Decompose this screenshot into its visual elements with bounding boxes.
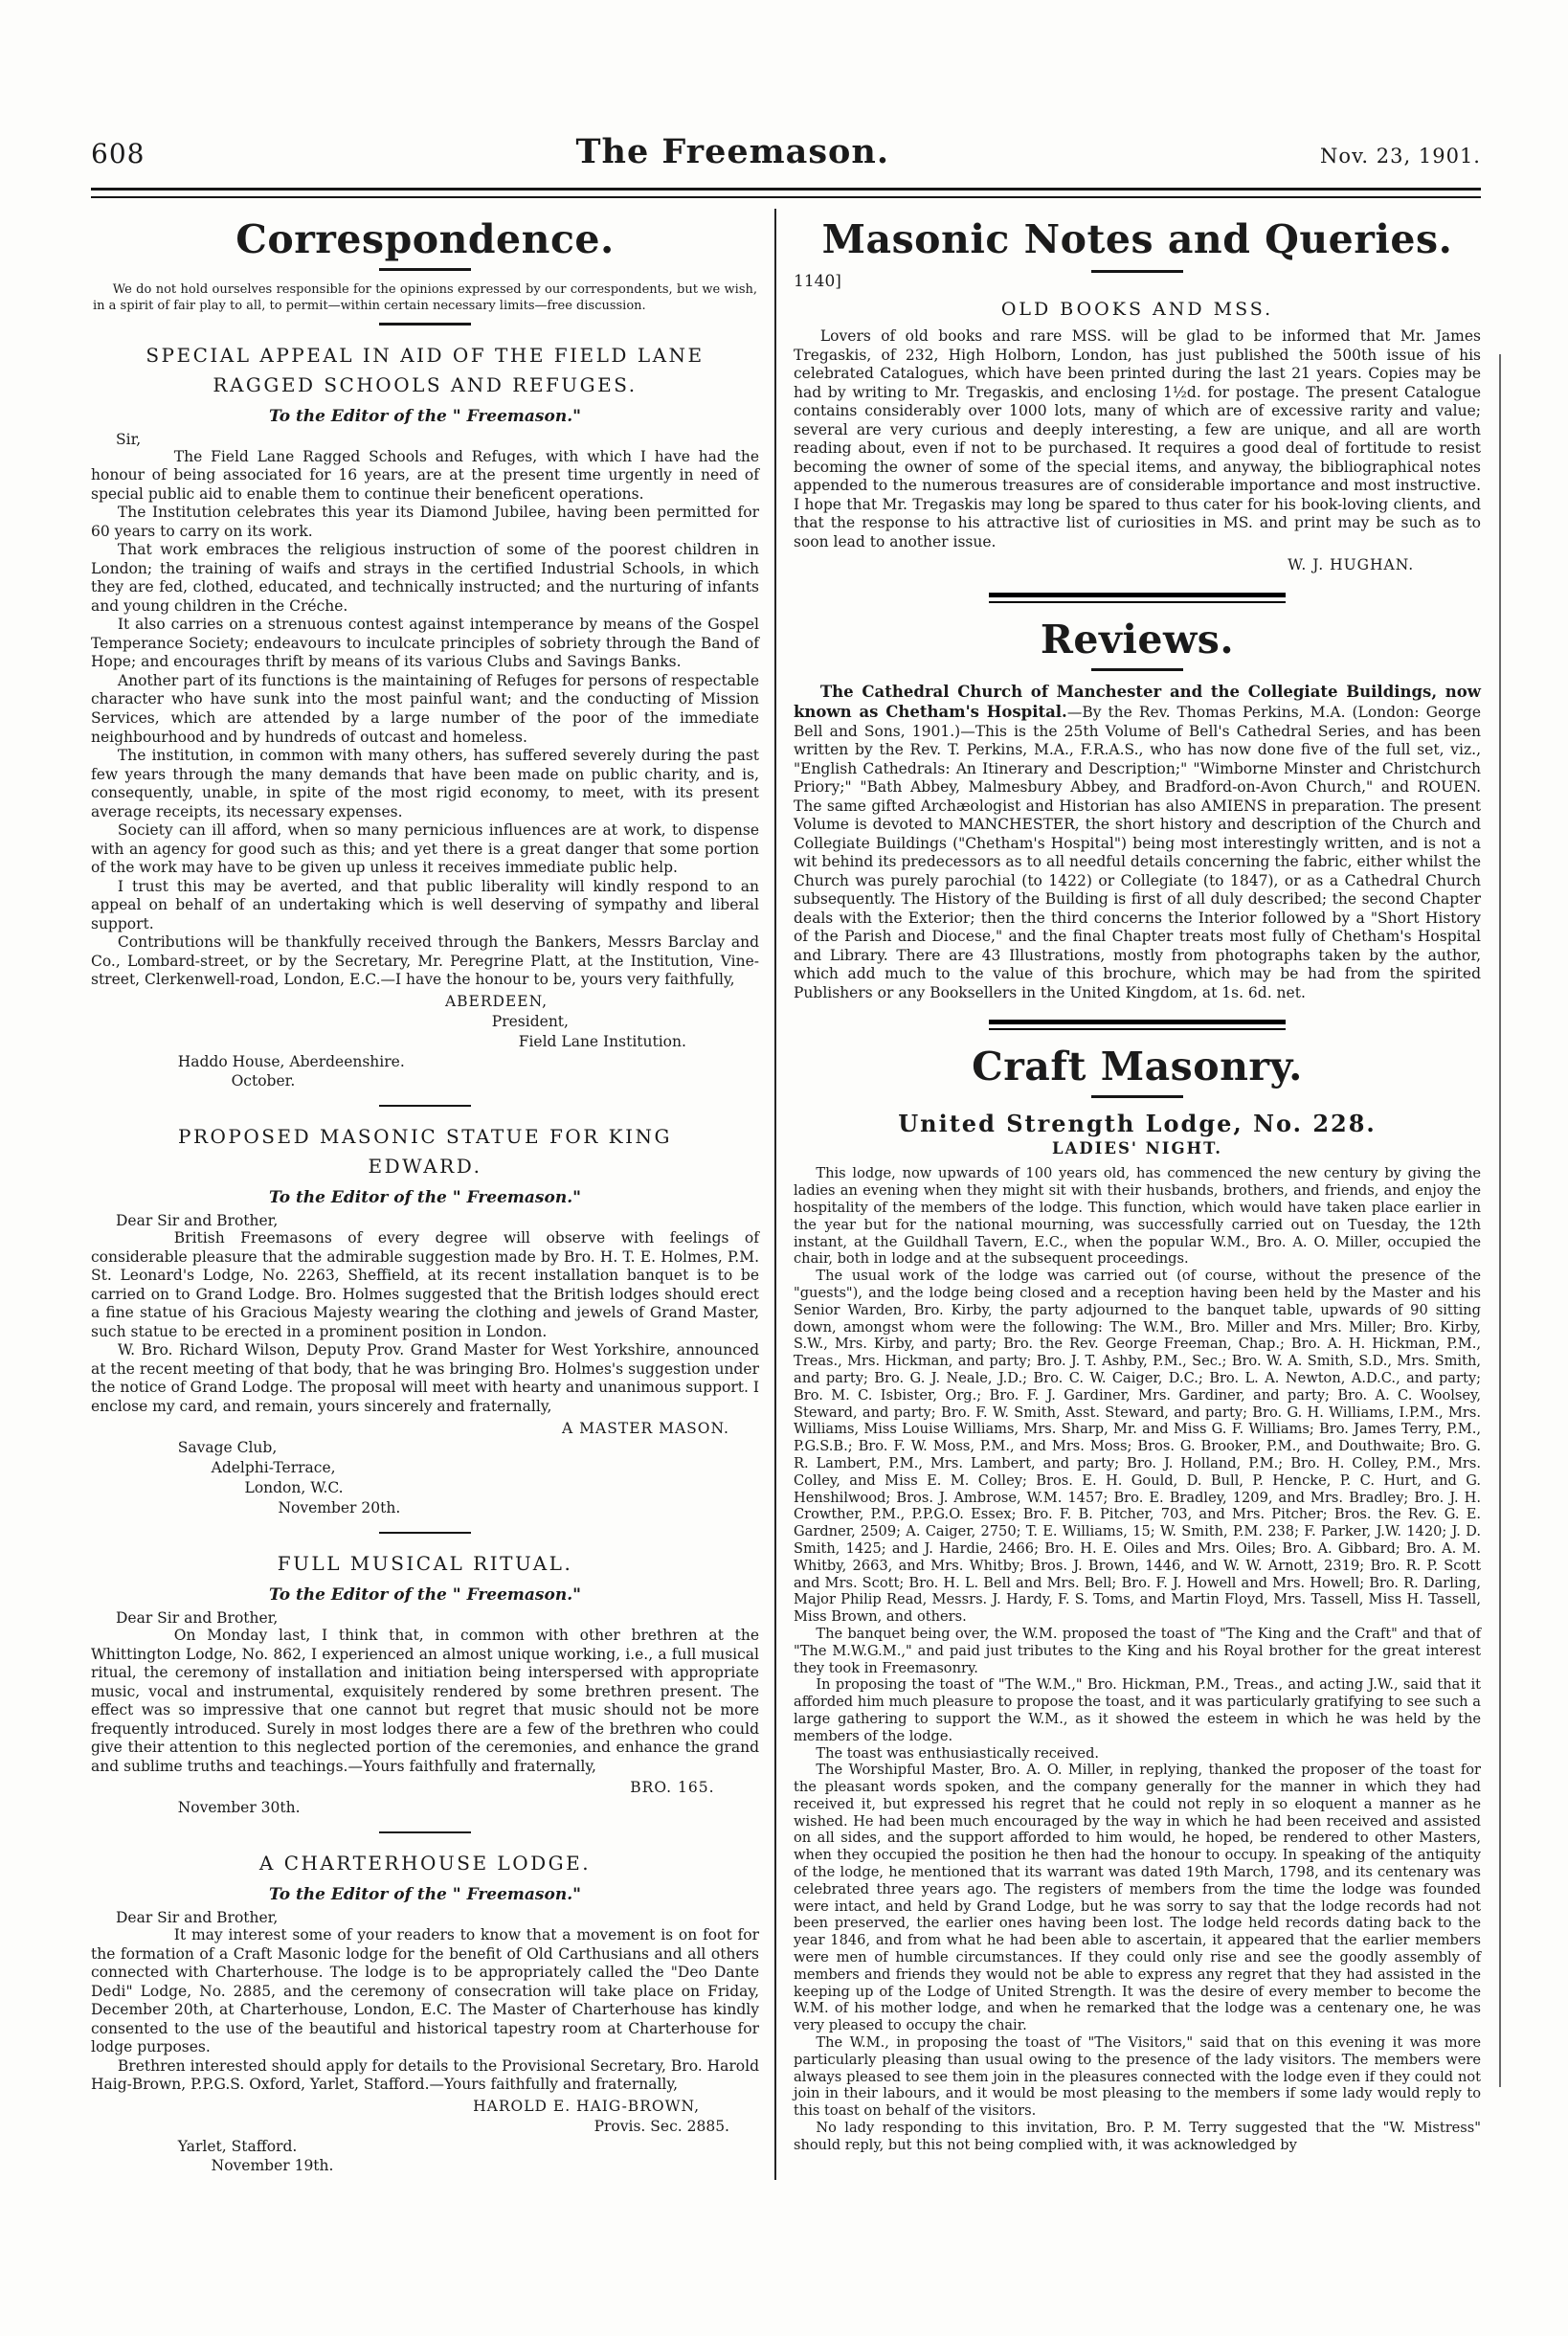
letter-paragraph: Another part of its functions is the maintaining of Refuges for persons of respectable character who have sunk into the most painful want; and the conducting of Mission Services, which are attended by a large number of the poor of the immediate neighbourhood and by hundreds of outcast and homeless. <box>91 671 759 746</box>
notes-queries-meta <box>794 270 1481 295</box>
editor-line: To the Editor of the " Freemason." <box>269 1188 581 1208</box>
letter-paragraph: It may interest some of your readers to know that a movement is on foot for the formation of a Craft Masonic lodge for the benefit of Old Carthusians and all others connected with Charterhouse. The lodge is to be appropriately called the "Deo Dante Dedi" Lodge, No. 2885, and the ceremony of consecration will take place on Friday, December 20th, at Charterhouse, London, E.C. The Master of Charterhouse has kindly consented to the use of the beautiful and historical tapestry room at Charterhouse for lodge purposes. <box>91 1926 759 2056</box>
reviews-title: Reviews. <box>1040 617 1235 663</box>
signature-name: A MASTER MASON. <box>562 1419 729 1437</box>
letter-paragraph: W. Bro. Richard Wilson, Deputy Prov. Grand Master for West Yorkshire, announced at the recent meeting of that body, that he was bringing Bro. Holmes's suggestion under the notice of Grand Lodge. The proposal will meet with hearty and unanimous support. I enclose my card, and remain, yours sincerely and fraternally, <box>91 1341 759 1415</box>
letter-paragraph: The Institution celebrates this year its Diamond Jubilee, having been permitted for 60 years to carry on its work. <box>91 504 759 540</box>
lodge-heading: United Strength Lodge, No. 228. <box>898 1110 1377 1138</box>
review-book-title: The Cathedral Church of Manchester and the Collegiate Buildings, now known as Chetham's Hospital. <box>794 683 1481 721</box>
section-rule <box>379 1831 471 1833</box>
letter-paragraph: It also carries on a strenuous contest against intemperance by means of the Gospel Temperance Society; endeavours to inculcate principles of sobriety through the Band of Hope; and encourages thrift by means of its various Clubs and Savings Banks. <box>91 616 759 671</box>
section-rule <box>379 323 471 326</box>
notes-queries-title: Masonic Notes and Queries. <box>821 216 1453 262</box>
signature-title: Provis. Sec. 2885. <box>594 2117 729 2135</box>
section-rule <box>379 1532 471 1534</box>
letter-paragraph: I trust this may be averted, and that public liberality will kindly respond to an appeal on behalf of an undertaking which is well deserving of sympathy and liberal support. <box>91 877 759 932</box>
editor-line: To the Editor of the " Freemason." <box>269 1885 581 1905</box>
salutation: Dear Sir and Brother, <box>116 1909 279 1927</box>
letter-paragraph: That work embraces the religious instruction of some of the poorest children in London; the training of waifs and strays in the certified Industrial Schools, in which they are fed, clothed, educated, and technically instructed; and the nurturing of infants and young children in the Créche. <box>91 541 759 615</box>
section-rule <box>1091 270 1183 273</box>
letter-paragraph: Brethren interested should apply for details to the Provisional Secretary, Bro. Harold Haig-Brown, P.P.G.S. Oxford, Yarlet, Stafford.—Yours faithfully and fraternally, <box>91 2056 759 2094</box>
letter-heading-musical-ritual: FULL MUSICAL RITUAL. <box>277 1552 573 1576</box>
right-column <box>776 209 1481 2180</box>
old-books-subheading: OLD BOOKS AND MSS. <box>1000 299 1274 320</box>
letter-paragraph: The Field Lane Ragged Schools and Refuges, with which I have had the honour of being associated for 16 years, are at the present time urgently in need of special public aid to enable them to continue their beneficent operations. <box>91 447 759 503</box>
signature-block <box>91 1778 759 1818</box>
signature-name: W. J. HUGHAN. <box>1288 556 1415 574</box>
section-rule <box>1091 668 1183 671</box>
salutation: Dear Sir and Brother, <box>116 1212 279 1230</box>
address-line: Haddo House, Aberdeenshire. <box>177 1052 405 1070</box>
ladies-night-subheading: LADIES' NIGHT. <box>1051 1139 1223 1158</box>
signature-block <box>91 992 759 1092</box>
signature-name: HAROLD E. HAIG-BROWN, <box>473 2097 700 2115</box>
signature-block <box>91 2097 759 2177</box>
correspondence-title: Correspondence. <box>235 216 615 262</box>
address-line: London, W.C. <box>244 1479 344 1497</box>
notes-paragraph: Lovers of old books and rare MSS. will be glad to be informed that Mr. James Tregaskis, of 232, High Holborn, London, has just published the 500th issue of his celebrated Catalogues, which have been printed during the last 21 years. Copies may be had by writing to Mr. Tregaskis, and enclosing 1½d. for postage. The present Catalogue contains considerably over 1000 lots, many of which are of excessive rarity and value; several are very curious and deeply interesting, a few are unique, and all are worth reading about, even if not to be purchased. It requires a good deal of fortitude to resist becoming the owner of some of the special items, and anyway, the bibliographical notes appended to the numerous treasures are of considerable importance and most instructive. I hope that Mr. Tregaskis may long be spared to thus cater for his book-loving clients, and that the response to his attractive list of curiosities in MS. and print may be such as to soon lead to another issue. <box>794 327 1481 550</box>
heavy-rule <box>989 1020 1286 1030</box>
header-double-rule <box>91 188 1481 198</box>
address-line: November 20th. <box>278 1499 401 1517</box>
craft-masonry-section <box>794 1044 1481 2153</box>
editor-line: To the Editor of the " Freemason." <box>269 406 581 426</box>
craft-paragraph: No lady responding to this invitation, Bro. P. M. Terry suggested that the "W. Mistress" should reply, but this not being complied with, it was acknowledged by <box>794 2120 1481 2153</box>
issue-date: Nov. 23, 1901. <box>1320 145 1481 168</box>
address-line: November 30th. <box>177 1799 301 1817</box>
query-number: 1140] <box>794 272 841 291</box>
letter-heading-charterhouse: A CHARTERHOUSE LODGE. <box>258 1852 592 1876</box>
address-line: Savage Club, <box>177 1439 278 1457</box>
scan-edge-line <box>1499 354 1501 2087</box>
craft-paragraph: In proposing the toast of "The W.M.," Bro. Hickman, P.M., Treas., and acting J.W., said that it afforded him much pleasure to propose the toast, and it was particularly gratifying to see such a large gathering to support the W.M., as it showed the esteem in which he was held by the members of the lodge. <box>794 1676 1481 1744</box>
signature-name: BRO. 165. <box>630 1779 715 1797</box>
craft-paragraph: The toast was enthusiastically received. <box>816 1744 1100 1762</box>
address-line: November 19th. <box>211 2157 334 2175</box>
correspondence-disclaimer: We do not hold ourselves responsible for the opinions expressed by our correspondents, but we wish, in a spirit of fair play to all, to permit—within certain necessary limits—free discussion. <box>93 282 757 313</box>
letter-paragraph: Contributions will be thankfully received through the Bankers, Messrs Barclay and Co., Lombard-street, or by the Secretary, Mr. Peregrine Platt, at the Institution, Vine-street, Clerkenwell-road, London, E.C.—I have the honour to be, yours very faithfully, <box>91 933 759 989</box>
editor-line: To the Editor of the " Freemason." <box>269 1585 581 1606</box>
craft-paragraph: The usual work of the lodge was carried out (of course, without the presence of the "guests"), and the lodge being closed and a reception having been held by the Master and his Senior Warden, Bro. Kirby, the party adjourned to the banquet table, upwards of 90 sitting down, amongst whom were the following: The W.M., Bro. Miller and Mrs. Miller; Bro. Kirby, S.W., Mrs. Kirby, and party; Bro. the Rev. George Freeman, Chap.; Bro. A. H. Hickman, P.M., Treas., Mrs. Hickman, and party; Bro. J. T. Ashby, P.M., Sec.; Bro. W. A. Smith, S.D., Mrs. Smith, and party; Bro. G. J. Neale, J.D.; Bro. C. W. Caiger, D.C.; Bro. L. A. Newton, A.D.C., and party; Bro. M. C. Isbister, Org.; Bro. F. J. Gardiner, Mrs. Gardiner, and party; Bro. A. C. Woolsey, Steward, and party; Bro. F. W. Smith, Asst. Steward, and party; Bro. G. H. Williams, I.P.M., Mrs. Williams, Miss Louise Williams, Mrs. Sharp, Mr. and Miss G. F. Williams; Bro. James Terry, P.M., P.G.S.B.; Bro. F. W. Moss, P.M., and Mrs. Moss; Bros. G. Brooker, P.M., and Douthwaite; Bro. G. R. Lambert, P.M., Mrs. Lambert, and party; Bro. J. Holland, P.M.; Bro. H. Colley, P.M., Mrs. Colley, and Miss E. M. Colley; Bros. E. H. Gould, D. Bull, P. Hencke, P. C. Hurt, and G. Henshilwood; Bros. J. Ambrose, W.M. 1457; Bro. E. Bradley, 1209, and Mrs. Bradley; Bro. J. H. Crowther, P.M., P.P.G.O. Essex; Bro. F. B. Pitcher, 703, and Mrs. Pitcher; Bros. the Rev. G. E. Gardner, 2509; A. Caiger, 2750; T. E. Williams, 15; W. Smith, P.M. 238; F. Parker, J.W. 1420; J. D. Smith, 1425; and J. Hardie, 2466; Bro. H. E. Oiles and Mrs. Oiles; Bro. A. Gibbard; Bro. A. M. Whitby, 2663, and Mrs. Whitby; Bros. J. Brown, 1446, and W. W. Arnott, 2319; Bro. R. P. Scott and Mrs. Scott; Bro. H. L. Bell and Mrs. Bell; Bro. F. J. Howell and Mrs. Howell; Bro. R. Darling, Major Philip Read, Messrs. J. Hardy, F. S. Toms, and Martin Floyd, Mrs. Tassell, Miss H. Tassell, Miss Brown, and others. <box>794 1268 1481 1626</box>
address-line: Adelphi-Terrace, <box>211 1459 336 1477</box>
signature-org: Field Lane Institution. <box>518 1032 686 1050</box>
address-line: Yarlet, Stafford. <box>177 2137 298 2155</box>
signature-block <box>91 1419 759 1519</box>
section-rule <box>379 268 471 271</box>
signature-name: ABERDEEN, <box>444 992 549 1010</box>
review-paragraph <box>794 683 1481 1002</box>
craft-paragraph: The W.M., in proposing the toast of "The Visitors," said that on this evening it was more particularly pleasing than usual owing to the presence of the lady visitors. The members were always pleased to see them join in the pleasures connected with the lodge even if they could not join in their labours, and it would be most pleasing to the members if some lady would reply to this toast on behalf of the visitors. <box>794 2034 1481 2120</box>
address-line: October. <box>231 1072 296 1090</box>
review-body-text: —By the Rev. Thomas Perkins, M.A. (London: George Bell and Sons, 1901.)—This is the 25th Volume of Bell's Cathedral Series, and has been written by the Rev. T. Perkins, M.A., F.R.A.S., who has now done five of the full set, viz., "English Cathedrals: An Itinerary and Description;" "Wimborne Minster and Christchurch Priory;" "Bath Abbey, Malmesbury Abbey, and Bradford-on-Avon Church," and ROUEN. The same gifted Archæologist and Historian has also AMIENS in preparation. The present Volume is devoted to MANCHESTER, the short history and description of the Church and Collegiate Buildings ("Chetham's Hospital") being most interestingly written, and is not a wit behind its predecessors as to all needful details concerning the fabric, either whilst the Church was purely parochial (to 1422) or Collegiate (to 1847), or as a Cathedral Church subsequently. The History of the Building is first of all duly described; the second Chapter deals with the Exterior; then the third concerns the Interior followed by a "Short History of the Parish and Diocese," and the final Chapter treats most fully of Chetham's Hospital and Library. There are 43 Illustrations, mostly from photographs taken by the author, which add much to the value of this brochure, which may be had from the spirited Publishers or any Booksellers in the United Kingdom, at 1s. 6d. net. <box>794 703 1481 1001</box>
heavy-rule <box>989 593 1286 603</box>
letter-paragraph: The institution, in common with many others, has suffered severely during the past few years through the many demands that have been made on public charity, and is, consequently, unable, in spite of the most rigid economy, to meet, with its present average receipts, its necessary expenses. <box>91 747 759 820</box>
craft-masonry-title: Craft Masonry. <box>972 1044 1303 1090</box>
letter-paragraph: On Monday last, I think that, in common with other brethren at the Whittington Lodge, No. 862, I experienced an almost unique working, i.e., a full musical ritual, the ceremony of installation and initiation being interspersed with appropriate music, vocal and instrumental, exquisitely rendered by some brethren present. The effect was so impressive that one cannot but regret that music should not be more frequently introduced. Surely in most lodges there are a few of the brethren who could give their attention to this neglected portion of the ceremonies, and enhance the grand and sublime truths and teachings.—Yours faithfully and fraternally, <box>91 1627 759 1775</box>
columns <box>91 209 1481 2180</box>
salutation: Sir, <box>116 430 142 448</box>
craft-paragraph: The Worshipful Master, Bro. A. O. Miller, in replying, thanked the proposer of the toast for the pleasant words spoken, and the company generally for the manner in which they had received it, but expressed his regret that he could not reply in so eloquent a manner as he wished. He had been much encouraged by the way in which he had been received and assisted on all sides, and the support afforded to him would, he hoped, be rendered to other Masters, when they occupied the position he then had the honour to occupy. In speaking of the antiquity of the lodge, he mentioned that its warrant was dated 19th March, 1798, and its centenary was celebrated three years ago. The registers of members from the time the lodge was founded were intact, and held by Grand Lodge, but he was sorry to say that the lodge records had not been preserved, the earlier ones having been lost. The lodge held records dating back to the year 1846, and from what he had been able to ascertain, it appeared that the earlier members were men of humble circumstances. If they could only rise and see the goodly assembly of members and friends they would not be able to express any regret that they had assisted in the keeping up of the Lodge of United Strength. It was the desire of every member to become the W.M. of his mother lodge, and when he remarked that the lodge was a centenary one, he was very pleased to occupy the chair. <box>794 1762 1481 2034</box>
left-column <box>91 209 774 2180</box>
letter-heading-statue: PROPOSED MASONIC STATUE FOR KING EDWARD. <box>178 1125 672 1179</box>
letter-paragraph: Society can ill afford, when so many pernicious influences are at work, to dispense with an agency for good such as this; and yet there is a great danger that some portion of the work may have to be given up unless it receives immediate public help. <box>91 821 759 877</box>
section-rule <box>1091 1095 1183 1098</box>
page-number: 608 <box>91 138 146 169</box>
craft-paragraph: This lodge, now upwards of 100 years old, has commenced the new century by giving the ladies an evening when they might sit with their husbands, brothers, and friends, and enjoy the hospitality of the members of the lodge. This function, which would have taken place earlier in the year but for the national mourning, was successfully carried out on Tuesday, the 12th instant, at the Guildhall Tavern, E.C., when the popular W.M., Bro. A. O. Miller, occupied the chair, both in lodge and at the subsequent proceedings. <box>794 1165 1481 1268</box>
craft-paragraph: The banquet being over, the W.M. proposed the toast of "The King and the Craft" and that of "The M.W.G.M.," and paid just tributes to the King and his Royal brother for the great interest they took in Freemasonry. <box>794 1625 1481 1676</box>
signature-title: President, <box>491 1012 569 1030</box>
section-rule <box>379 1105 471 1107</box>
letter-paragraph: British Freemasons of every degree will observe with feelings of considerable pleasure that the admirable suggestion made by Bro. H. T. E. Holmes, P.M. St. Leonard's Lodge, No. 2263, Sheffield, at its recent installation banquet is to be carried on to Grand Lodge. Bro. Holmes suggested that the British lodges should erect a fine statue of his Gracious Majesty wearing the clothing and jewels of Grand Master, such statue to be erected in a prominent position in London. <box>91 1229 759 1340</box>
journal-title: The Freemason. <box>575 132 890 171</box>
salutation: Dear Sir and Brother, <box>116 1609 279 1628</box>
page-header <box>91 132 1481 171</box>
letter-heading-field-lane: SPECIAL APPEAL IN AID OF THE FIELD LANE RAGGED SCHOOLS AND REFUGES. <box>146 343 705 396</box>
